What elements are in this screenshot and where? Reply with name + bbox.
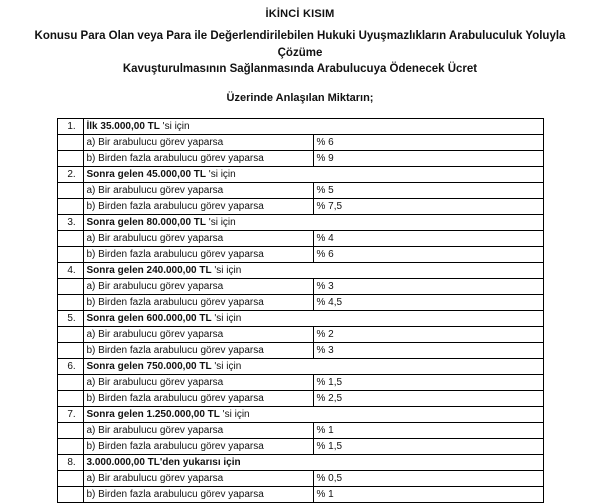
table-row: [57, 135, 543, 151]
heading-line-2: Kavuşturulmasının Sağlanmasında Arabulucuya Ödenecek Ücret: [122, 63, 478, 76]
row-percentage: % 0,5: [313, 471, 543, 487]
row-number: [57, 183, 83, 199]
table-row: [57, 279, 543, 295]
row-description-suffix: 'si için: [211, 265, 242, 277]
row-description: a) Bir arabulucu görev yaparsa: [83, 423, 313, 439]
table-row: [57, 231, 543, 247]
row-number: 6.: [57, 359, 83, 375]
table-row: [57, 391, 543, 407]
table-row: [57, 247, 543, 263]
fee-table-body: [57, 119, 543, 503]
row-description: b) Birden fazla arabulucu görev yaparsa: [83, 295, 313, 311]
row-number: 3.: [57, 215, 83, 231]
row-percentage: % 3: [313, 279, 543, 295]
row-description-amount: Sonra gelen 240.000,00 TL: [86, 265, 212, 277]
section-title: İKİNCİ KISIM: [265, 8, 335, 20]
row-number: [57, 327, 83, 343]
row-description-amount: İlk 35.000,00 TL: [86, 121, 160, 133]
row-description: [83, 167, 543, 183]
row-number: 2.: [57, 167, 83, 183]
row-description: b) Birden fazla arabulucu görev yaparsa: [83, 247, 313, 263]
table-row: [57, 359, 543, 375]
row-number: [57, 423, 83, 439]
row-number: [57, 375, 83, 391]
table-row: [57, 439, 543, 455]
row-number: [57, 231, 83, 247]
row-description: b) Birden fazla arabulucu görev yaparsa: [83, 487, 313, 503]
row-number: [57, 247, 83, 263]
table-row: [57, 295, 543, 311]
row-description: b) Birden fazla arabulucu görev yaparsa: [83, 343, 313, 359]
row-description: [83, 263, 543, 279]
row-description-suffix: 'si için: [206, 169, 236, 181]
row-description: a) Bir arabulucu görev yaparsa: [83, 375, 313, 391]
row-number: [57, 439, 83, 455]
document-heading: [34, 28, 566, 78]
row-description: b) Birden fazla arabulucu görev yaparsa: [83, 439, 313, 455]
row-number: [57, 471, 83, 487]
table-row: [57, 343, 543, 359]
row-percentage: % 6: [313, 135, 543, 151]
row-percentage: % 6: [313, 247, 543, 263]
row-percentage: % 7,5: [313, 199, 543, 215]
row-description: a) Bir arabulucu görev yaparsa: [83, 279, 313, 295]
table-row: [57, 151, 543, 167]
row-number: [57, 135, 83, 151]
row-description: b) Birden fazla arabulucu görev yaparsa: [83, 391, 313, 407]
table-row: [57, 471, 543, 487]
row-description: b) Birden fazla arabulucu görev yaparsa: [83, 199, 313, 215]
row-description: [83, 215, 543, 231]
row-number: [57, 151, 83, 167]
row-number: 8.: [57, 455, 83, 471]
table-row: [57, 407, 543, 423]
table-row: [57, 199, 543, 215]
table-row: [57, 183, 543, 199]
row-description: [83, 311, 543, 327]
row-number: [57, 391, 83, 407]
fee-table: [57, 118, 544, 503]
table-row: [57, 215, 543, 231]
row-description: b) Birden fazla arabulucu görev yaparsa: [83, 151, 313, 167]
table-row: [57, 263, 543, 279]
row-number: [57, 487, 83, 503]
row-description-amount: Sonra gelen 1.250.000,00 TL: [86, 409, 220, 421]
row-description: a) Bir arabulucu görev yaparsa: [83, 135, 313, 151]
document-subheading: Üzerinde Anlaşılan Miktarın;: [226, 92, 374, 105]
row-number: [57, 343, 83, 359]
row-percentage: % 5: [313, 183, 543, 199]
row-number: [57, 199, 83, 215]
row-percentage: % 1,5: [313, 439, 543, 455]
row-percentage: % 2: [313, 327, 543, 343]
row-percentage: % 1,5: [313, 375, 543, 391]
table-row: [57, 487, 543, 503]
row-percentage: % 3: [313, 343, 543, 359]
row-percentage: % 4: [313, 231, 543, 247]
row-description-suffix: 'si için: [211, 313, 242, 325]
row-number: [57, 279, 83, 295]
row-number: 7.: [57, 407, 83, 423]
row-description: [83, 119, 543, 135]
row-description-amount: Sonra gelen 600.000,00 TL: [86, 313, 212, 325]
row-description: a) Bir arabulucu görev yaparsa: [83, 471, 313, 487]
row-description-amount: 3.000.000,00 TL'den yukarısı için: [86, 457, 241, 469]
row-description-amount: Sonra gelen 80.000,00 TL: [86, 217, 206, 229]
table-row: [57, 311, 543, 327]
row-description: a) Bir arabulucu görev yaparsa: [83, 327, 313, 343]
row-description-suffix: 'si için: [206, 217, 236, 229]
table-row: [57, 375, 543, 391]
row-description-amount: Sonra gelen 45.000,00 TL: [86, 169, 206, 181]
row-description: a) Bir arabulucu görev yaparsa: [83, 183, 313, 199]
table-row: [57, 455, 543, 471]
row-description-suffix: 'si için: [159, 121, 190, 133]
row-description-amount: Sonra gelen 750.000,00 TL: [86, 361, 212, 373]
row-percentage: % 9: [313, 151, 543, 167]
row-number: [57, 295, 83, 311]
heading-line-1: Konusu Para Olan veya Para ile Değerlendirilebilen Hukuki Uyuşmazlıkların Arabuluculuk Yoluyla Çözüme: [34, 30, 566, 59]
row-percentage: % 4,5: [313, 295, 543, 311]
row-description: a) Bir arabulucu görev yaparsa: [83, 231, 313, 247]
row-description-suffix: 'si için: [219, 409, 250, 421]
row-number: 5.: [57, 311, 83, 327]
table-row: [57, 327, 543, 343]
row-percentage: % 1: [313, 423, 543, 439]
table-row: [57, 423, 543, 439]
row-description: [83, 455, 543, 471]
row-description: [83, 359, 543, 375]
table-row: [57, 167, 543, 183]
row-description: [83, 407, 543, 423]
row-description-suffix: 'si için: [211, 361, 242, 373]
row-percentage: % 1: [313, 487, 543, 503]
row-number: 1.: [57, 119, 83, 135]
row-percentage: % 2,5: [313, 391, 543, 407]
row-number: 4.: [57, 263, 83, 279]
table-row: [57, 119, 543, 135]
